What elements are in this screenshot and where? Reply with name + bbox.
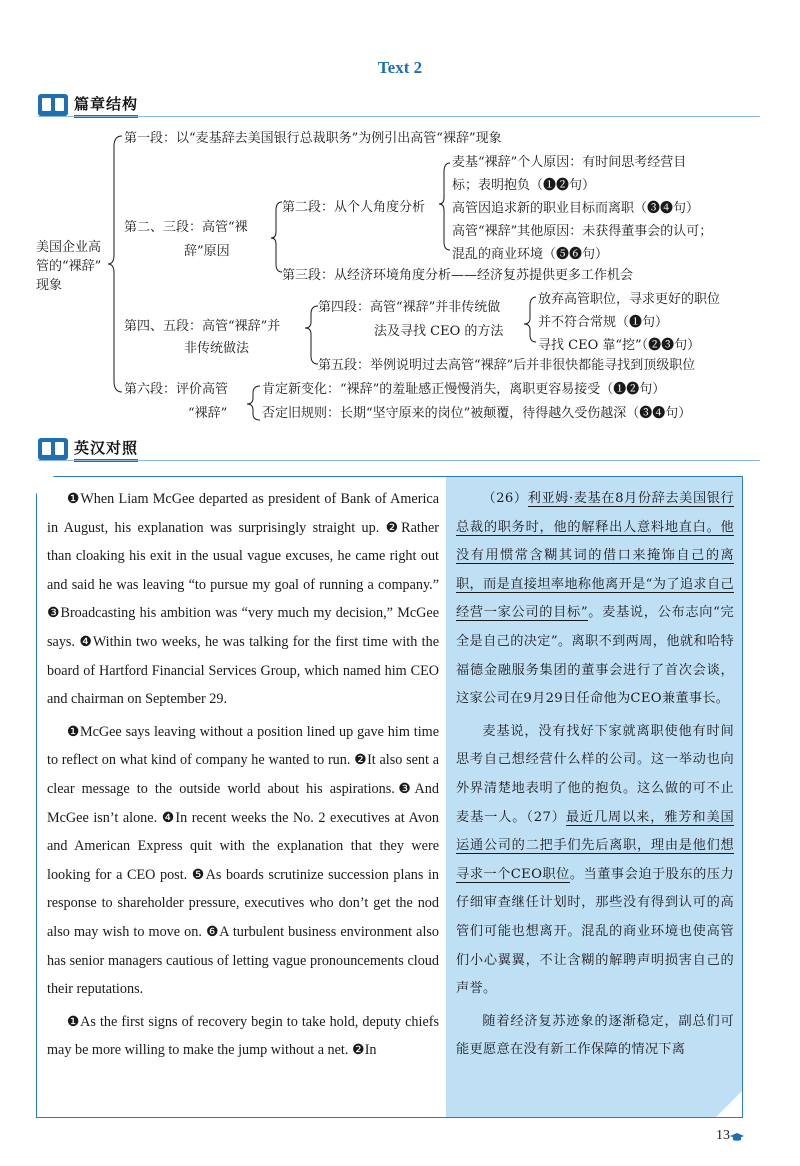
outline-p5: 第五段：举例说明过去高管“裸辞”后并非很快都能寻找到顶级职位	[318, 358, 696, 373]
chinese-text	[456, 485, 734, 1065]
outline-tree	[0, 0, 800, 440]
section-header-bilingual	[38, 436, 138, 462]
section-divider	[38, 460, 760, 461]
graduation-cap-icon	[730, 1133, 744, 1141]
outline-p6-items: 肯定新变化：“裸辞”的羞耻感正慢慢消失，离职更容易接受（❶❷句） 否定旧规则：长期“坚守原来的岗位”被颠覆，待得越久受伤越深（❸❹句）	[262, 382, 692, 421]
text-title: Text 2	[377, 58, 423, 77]
outline-p2: 第二段：从个人角度分析	[282, 200, 426, 215]
chinese-panel	[446, 476, 743, 1118]
english-paragraph: ❶When Liam McGee departed as president of Bank of America in August, his explanation was surprisingly straight up. ❷Rather than cloaking his exit in the usual vague excuses, he came right out and said he was leaving “to pursue my goal of running a company.” ❸Broadcasting his ambition was “very much my decision,” McGee says. ❹Within two weeks, he was talking for the first time with the board of Hartford Financial Services Group, which named him CEO and chairman on September 29.	[47, 491, 439, 708]
outline-p45: 第四、五段：高管“裸辞”并 非传统做法	[124, 319, 281, 356]
outline-p3: 第三段：从经济环境角度分析——经济复苏提供更多工作机会	[282, 268, 634, 283]
english-panel	[36, 476, 448, 1118]
outline-p4: 第四段：高管“裸辞”并非传统做 法及寻找 CEO 的方法	[318, 300, 504, 339]
english-paragraph: ❶McGee says leaving without a position lined up gave him time to reflect on what kind of company he wanted to run. ❷It also sent a clear message to the outside world about his aspirations.❸And McGee isn’t alone. ❹In recent weeks the No. 2 executives at Avon and American Express quit with the explanation that they were looking for a CEO post. ❺As boards scrutinize succession plans in response to shareholder pressure, executives who don’t get the nod also may wish to move on. ❻A turbulent business environment also has senior managers cautious of letting vague pronouncements cloud their reputations.	[47, 723, 439, 998]
outline-p4-items: 放弃高管职位，寻求更好的职位 并不符合常规（❶句） 寻找 CEO 靠“挖”（❷❸句）	[538, 292, 721, 353]
english-paragraph: ❶As the first signs of recovery begin to take hold, deputy chiefs may be more willing to make the jump without a net. ❷In	[47, 1013, 439, 1059]
page-number: 13	[716, 1128, 730, 1143]
outline-p6: 第六段：评价高管 “裸辞”	[124, 382, 229, 421]
outline-p2-items: 麦基“裸辞”个人原因：有时间思考经营目 标；表明抱负（❶❷句） 高管因追求新的职业目标而离职（❸❹句） 高管“裸辞”其他原因：未获得董事会的认可； 混乱的商业环境（❺❻句）	[452, 155, 713, 262]
english-text	[47, 485, 439, 1065]
section-label-structure: 篇章结构	[74, 93, 138, 118]
book-icon	[38, 438, 68, 460]
section-label-bilingual: 英汉对照	[74, 437, 138, 462]
chinese-paragraph: （26）利亚姆·麦基在8月份辞去美国银行总裁的职务时，他的解释出人意料地直白。他没有用惯常含糊其词的借口来掩饰自己的离职，而是直接坦率地称他离开是“为了追求自己经营一家公司的目标”。麦基说，公布志向“完全是自己的决定”。离职不到两周，他就和哈特福德金融服务集团的董事会进行了首次会谈，这家公司在9月29日任命他为CEO兼董事长。	[456, 491, 734, 707]
outline-root: 美国企业高 管的“裸辞” 现象	[36, 240, 102, 293]
outline-p23: 第二、三段：高管“裸 辞”原因	[124, 220, 248, 259]
chinese-paragraph: 随着经济复苏迹象的逐渐稳定，副总们可能更愿意在没有新工作保障的情况下离	[456, 1013, 734, 1058]
chinese-paragraph: 麦基说，没有找好下家就离职使他有时间思考自己想经营什么样的公司。这一举动也向外界清楚地表明了他的抱负。这么做的可不止麦基一人。（27）最近几周以来，雅芳和美国运通公司的二把手们先后离职，理由是他们想寻求一个CEO职位。当董事会迫于股东的压力仔细审查继任计划时，那些没有得到认可的高管们可能也想离开。混乱的商业环境也使高管们小心翼翼，不让含糊的解聘声明损害自己的声誉。	[456, 723, 734, 997]
outline-p1: 第一段：以“麦基辞去美国银行总裁职务”为例引出高管“裸辞”现象	[124, 131, 502, 146]
